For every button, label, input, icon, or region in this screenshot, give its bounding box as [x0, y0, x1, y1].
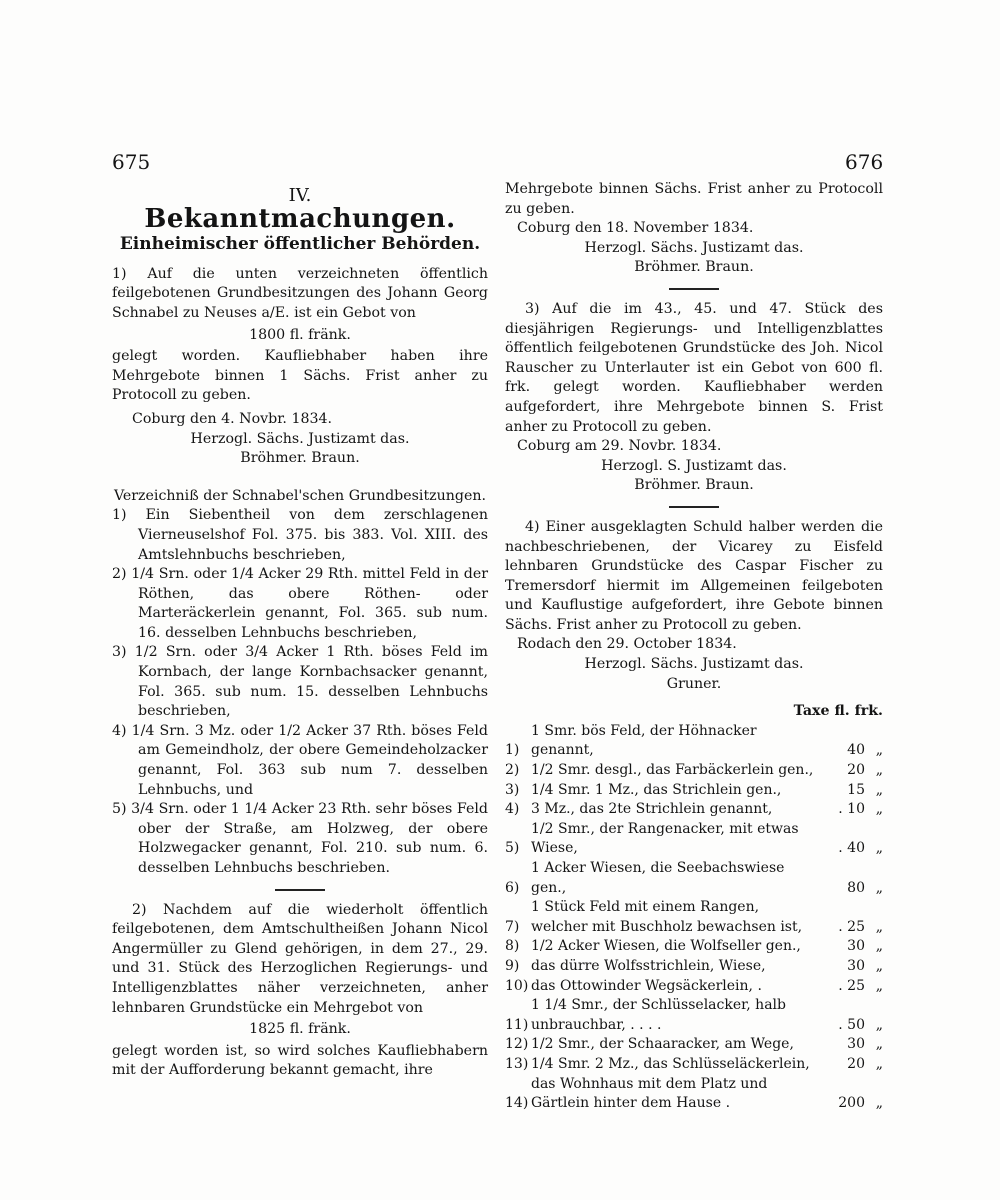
- list-item: 2) 1/4 Srn. oder 1/4 Acker 29 Rth. mittel Feld in der Röthen, das obere Röthen- oder Marteräckerlein genannt, Fol. 365. sub num. 16. desselben Lehnbuchs beschrieben,: [112, 566, 488, 641]
- notice-2-signatures: Bröhmer. Braun.: [634, 259, 754, 276]
- list-item: 3) 1/2 Srn. oder 3/4 Acker 1 Rth. böses Feld im Kornbach, der lange Kornbachsacker genannt, Fol. 365. sub num. 15. desselben Lehnbuchs beschrieben,: [112, 644, 488, 720]
- list-item: 5) 3/4 Srn. oder 1 1/4 Acker 23 Rth. sehr böses Feld ober der Straße, am Holzweg, der obere Holzwegacker genannt, Fol. 210. sub num. 6. desselben Lehnbuchs beschrieben.: [112, 801, 488, 876]
- left-column: [112, 180, 488, 1081]
- ditto-mark: „: [875, 938, 883, 955]
- taxe-item-description: 1/4 Smr. 2 Mz., das Schlüsseläckerlein,: [531, 1055, 810, 1072]
- ditto-mark: „: [875, 1016, 883, 1033]
- notice-2-text: 2) Nachdem auf die wiederholt öffentlich feilgebotenen, dem Amtschultheißen Johann Nicol Angermüller zu Glend gehörigen, in dem 27., 29. und 31. Stück des Herzoglichen Regierungs- und Intelligenzblattes näher verzeichneten, anher lehnbaren Grundstücke ein Mehrgebot von: [112, 901, 488, 1016]
- table-row: [505, 957, 883, 977]
- notice-3-office: Herzogl. S. Justizamt das.: [601, 457, 787, 474]
- section-divider: [669, 288, 719, 290]
- taxe-item-value: . 10: [838, 801, 865, 818]
- taxe-item-description: 1/2 Smr., der Rangenacker, mit etwas Wiese,: [531, 820, 799, 857]
- taxe-item-number: 6): [505, 879, 520, 896]
- taxe-item-description: das Ottowinder Wegsäckerlein, .: [531, 977, 762, 994]
- table-row: [505, 722, 883, 761]
- taxe-header: Taxe fl. frk.: [793, 703, 883, 720]
- taxe-item-description: 3 Mz., das 2te Strichlein genannt,: [531, 801, 773, 818]
- notice-2-amount: 1825 fl. fränk.: [249, 1021, 351, 1038]
- notice-4-text: 4) Einer ausgeklagten Schuld halber werden die nachbeschriebenen, der Vicarey zu Eisfeld lehnbaren Grundstücke des Caspar Fischer zu Tremersdorf hiermit im Allgemeinen feilgeboten und Kauflustige aufgefordert, ihre Gebote binnen Sächs. Frist anher zu Protocoll zu geben.: [505, 518, 883, 633]
- notice-4-office: Herzogl. Sächs. Justizamt das.: [584, 656, 804, 673]
- notice-4-signatures: Gruner.: [666, 675, 722, 692]
- taxe-item-value: 200: [838, 1095, 865, 1112]
- taxe-item-description: das dürre Wolfsstrichlein, Wiese,: [531, 957, 766, 974]
- table-row: [505, 1075, 883, 1114]
- notice-1-text-continued: gelegt worden. Kaufliebhaber haben ihre Mehrgebote binnen 1 Sächs. Frist anher zu Protocoll zu geben.: [112, 348, 488, 404]
- notice-3-text: 3) Auf die im 43., 45. und 47. Stück des diesjährigen Regierungs- und Intelligenzblattes öffentlich feilgebotenen Grundstücke des Joh. Nicol Rauscher zu Unterlauter ist ein Gebot von 600 fl. frk. gelegt worden. Kaufliebhaber werden aufgefordert, ihre Mehrgebote binnen S. Frist anher zu Protocoll zu geben.: [505, 300, 883, 435]
- ditto-mark: „: [875, 1055, 883, 1072]
- table-row: [505, 781, 883, 801]
- ditto-mark: „: [875, 957, 883, 974]
- taxe-item-description: 1/4 Smr. 1 Mz., das Strichlein gen.,: [531, 781, 782, 798]
- taxe-item-value: . 40: [838, 840, 865, 857]
- taxe-item-number: 9): [505, 957, 520, 974]
- ditto-mark: „: [875, 1036, 883, 1053]
- list-item: 4) 1/4 Srn. 3 Mz. oder 1/2 Acker 37 Rth. böses Feld am Gemeindholz, der obere Gemeindeholzacker genannt, Fol. 363 sub num 7. desselben Lehnbuchs, und: [112, 722, 488, 798]
- taxe-item-value: 30: [847, 957, 865, 974]
- taxe-item-number: 5): [505, 840, 520, 857]
- table-row: [505, 1035, 883, 1055]
- taxe-item-description: 1/2 Smr. desgl., das Farbäckerlein gen.,: [531, 762, 814, 779]
- right-column: [505, 180, 883, 1114]
- taxe-item-description: 1/2 Smr., der Schaaracker, am Wege,: [531, 1036, 794, 1053]
- section-roman-numeral: IV.: [288, 185, 312, 206]
- taxe-item-number: 13): [505, 1055, 529, 1072]
- taxe-item-number: 3): [505, 781, 520, 798]
- property-list: [112, 506, 488, 878]
- taxe-item-value: . 25: [838, 977, 865, 994]
- list-item: 1) Ein Siebentheil von dem zerschlagenen Vierneuselshof Fol. 375. bis 383. Vol. XIII. des Amtslehnbuchs beschrieben,: [112, 507, 488, 563]
- taxe-item-value: 80: [847, 879, 865, 896]
- table-row: [505, 1055, 883, 1075]
- notice-2-office: Herzogl. Sächs. Justizamt das.: [584, 239, 804, 256]
- notice-2-text-continued: gelegt worden ist, so wird solches Kaufliebhabern mit der Aufforderung bekannt gemacht, ihre: [112, 1042, 488, 1079]
- taxe-item-description: 1 Acker Wiesen, die Seebachswiese gen.,: [531, 860, 785, 896]
- page-number-left: 675: [112, 150, 151, 174]
- ditto-mark: „: [875, 1095, 883, 1112]
- ditto-mark: „: [875, 918, 883, 935]
- ditto-mark: „: [875, 977, 883, 994]
- table-row: [505, 996, 883, 1035]
- ditto-mark: „: [875, 840, 883, 857]
- taxe-item-number: 4): [505, 801, 520, 818]
- taxe-item-value: 30: [847, 938, 865, 955]
- page-number-right: 676: [845, 150, 884, 174]
- taxe-item-description: 1/2 Acker Wiesen, die Wolfseller gen.,: [531, 938, 801, 955]
- table-row: [505, 937, 883, 957]
- taxe-item-value: . 25: [838, 918, 865, 935]
- section-title: Bekanntmachungen.: [144, 203, 456, 234]
- taxe-item-description: 1 Stück Feld mit einem Rangen, welcher mit Buschholz bewachsen ist,: [531, 899, 803, 935]
- ditto-mark: „: [875, 781, 883, 798]
- table-row: [505, 898, 883, 937]
- taxe-item-value: 30: [847, 1036, 865, 1053]
- taxe-table: [505, 722, 883, 1114]
- taxe-item-description: 1 1/4 Smr., der Schlüsselacker, halb unbrauchbar, . . . .: [531, 997, 786, 1033]
- taxe-item-value: 15: [847, 781, 865, 798]
- taxe-item-value: 20: [847, 762, 865, 779]
- taxe-item-number: 8): [505, 938, 520, 955]
- notice-2-place-date: Coburg den 18. November 1834.: [517, 220, 754, 237]
- taxe-item-value: . 50: [838, 1016, 865, 1033]
- notice-1-signatures: Bröhmer. Braun.: [240, 450, 360, 467]
- notice-2-continuation: Mehrgebote binnen Sächs. Frist anher zu Protocoll zu geben.: [505, 181, 883, 217]
- taxe-item-number: 2): [505, 762, 520, 779]
- table-row: [505, 859, 883, 898]
- table-row: [505, 820, 883, 859]
- section-divider: [669, 506, 719, 508]
- taxe-item-number: 14): [505, 1095, 529, 1112]
- taxe-item-number: 12): [505, 1036, 529, 1053]
- table-row: [505, 800, 883, 820]
- notice-4-place-date: Rodach den 29. October 1834.: [517, 636, 737, 653]
- taxe-item-number: 11): [505, 1016, 529, 1033]
- ditto-mark: „: [875, 762, 883, 779]
- notice-1-office: Herzogl. Sächs. Justizamt das.: [190, 430, 410, 447]
- taxe-item-number: 1): [505, 742, 520, 759]
- ditto-mark: „: [875, 801, 883, 818]
- taxe-item-description: 1 Smr. bös Feld, der Höhnacker genannt,: [531, 722, 757, 759]
- ditto-mark: „: [875, 742, 883, 759]
- notice-1-amount: 1800 fl. fränk.: [249, 326, 351, 343]
- section-divider: [275, 889, 325, 891]
- property-list-title: Verzeichniß der Schnabel'schen Grundbesitzungen.: [113, 487, 487, 504]
- notice-3-signatures: Bröhmer. Braun.: [634, 477, 754, 494]
- section-subtitle: Einheimischer öffentlicher Behörden.: [119, 234, 481, 255]
- notice-3-place-date: Coburg am 29. Novbr. 1834.: [517, 438, 722, 455]
- taxe-item-value: 40: [847, 742, 865, 759]
- taxe-item-value: 20: [847, 1055, 865, 1072]
- taxe-item-number: 10): [505, 977, 529, 994]
- notice-1-text: 1) Auf die unten verzeichneten öffentlich feilgebotenen Grundbesitzungen des Johann Georg Schnabel zu Neuses a/E. ist ein Gebot von: [112, 265, 488, 321]
- taxe-item-description: das Wohnhaus mit dem Platz und Gärtlein hinter dem Hause .: [531, 1075, 768, 1112]
- table-row: [505, 761, 883, 781]
- table-row: [505, 977, 883, 997]
- ditto-mark: „: [875, 879, 883, 896]
- notice-1-place-date: Coburg den 4. Novbr. 1834.: [132, 410, 333, 427]
- taxe-item-number: 7): [505, 918, 520, 935]
